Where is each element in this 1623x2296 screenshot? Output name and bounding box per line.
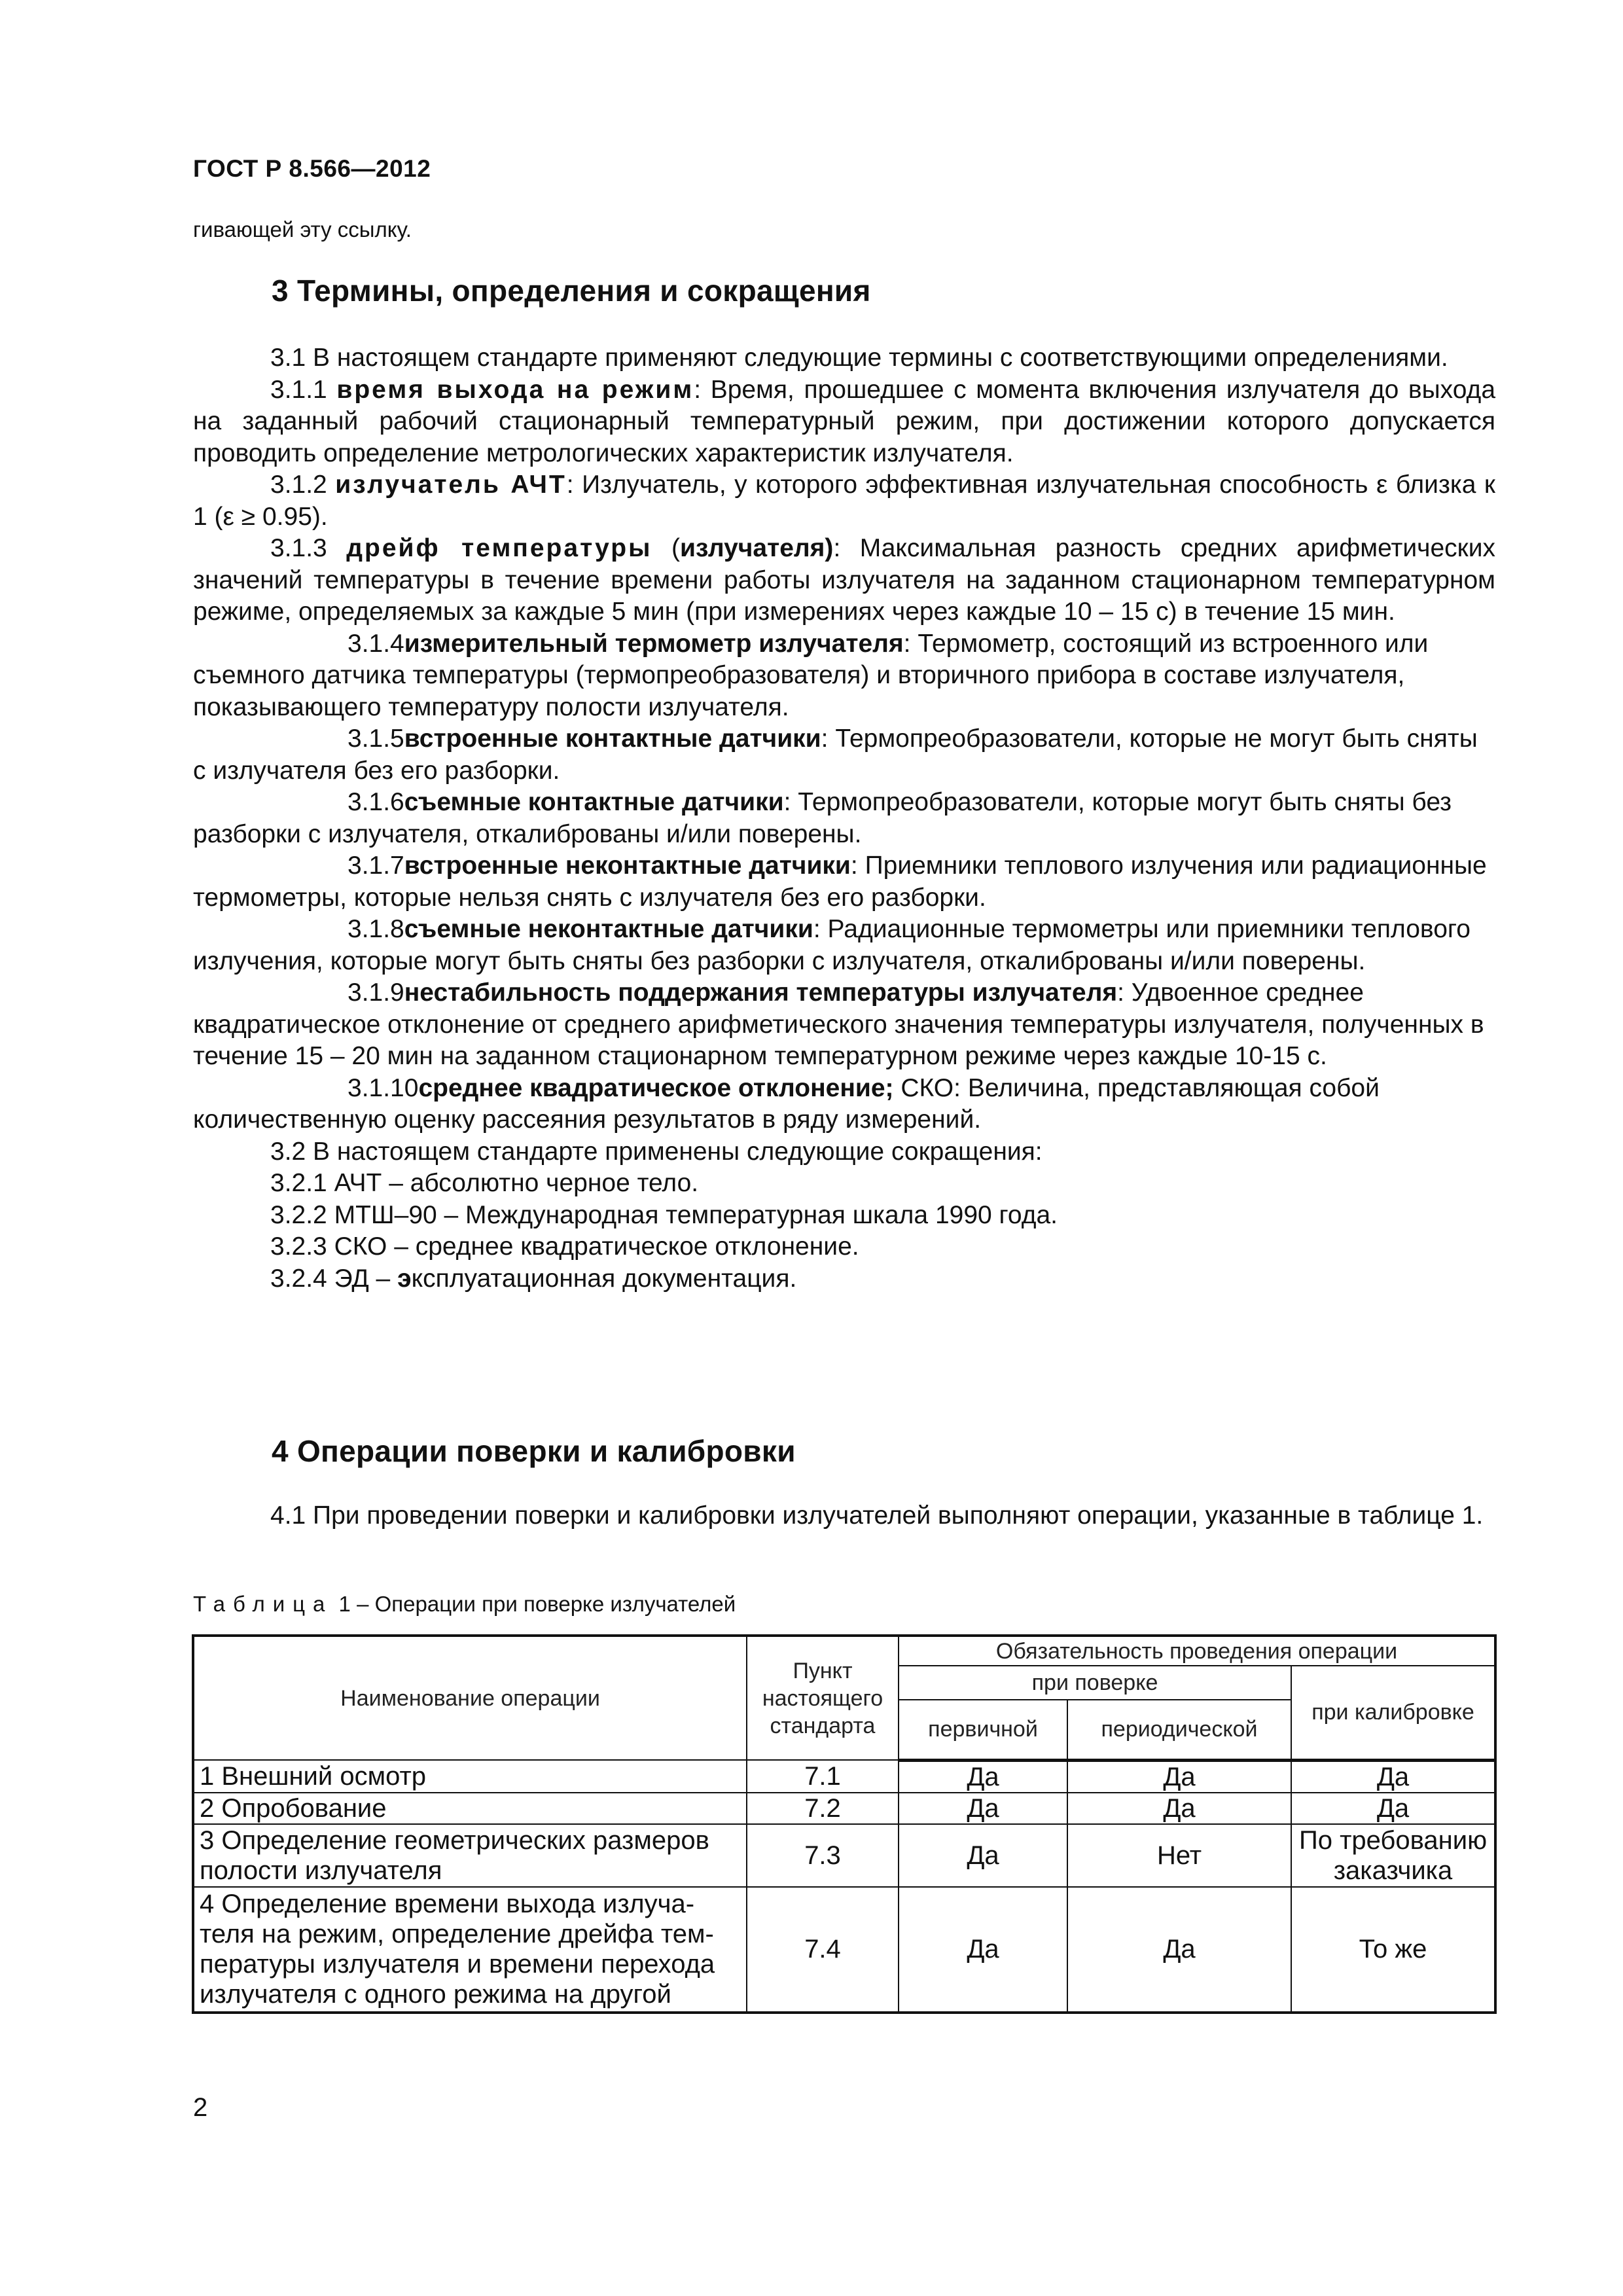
abbreviation-3-2-2: 3.2.2 МТШ–90 – Международная температурная шкала 1990 года. <box>270 1200 1058 1229</box>
term-number: 3.1.8 <box>348 915 404 943</box>
cell-clause: 7.3 <box>747 1824 899 1887</box>
cell-clause: 7.2 <box>747 1793 899 1824</box>
header-calibration: при калибровке <box>1291 1666 1495 1760</box>
term-number: 3.1.10 <box>348 1073 419 1102</box>
term-number: 3.1.5 <box>348 725 404 753</box>
header-mandatory: Обязательность проведения операции <box>899 1636 1495 1666</box>
cell-periodic: Да <box>1067 1887 1291 2013</box>
caption-text: 1 – Операции при поверке излучателей <box>332 1592 736 1616</box>
paragraph-3-2: 3.2 В настоящем стандарте применены следующие сокращения: <box>270 1137 1043 1166</box>
term-3-1-5 <box>193 723 1495 787</box>
cell-name: 3 Определение геометрических размеров полости излучателя <box>193 1824 747 1887</box>
term-definition: : Термопреобразователи, которые могут быть сняты без разборки с излучателя, откалиброваны и/или поверены. <box>193 788 1452 848</box>
header-clause: Пункт настоящего стандарта <box>747 1636 899 1760</box>
section-4-heading: 4 Операции поверки и калибровки <box>272 1434 796 1468</box>
term-definition: : Радиационные термометры или приемники теплового излучения, которые могут быть сняты без разборки с излучателя, откалиброваны и/или поверены. <box>193 915 1471 975</box>
term-number: 3.1.6 <box>348 788 404 816</box>
term-name: дрейф температуры <box>346 534 652 562</box>
cell-primary: Да <box>899 1760 1067 1793</box>
term-name: время выхода на режим <box>336 375 694 404</box>
section-3-body <box>193 342 1495 1295</box>
paragraph-4-1: 4.1 При проведении поверки и калибровки излучателей выполняют операции, указанные в таблице 1. <box>270 1501 1484 1530</box>
term-3-1-3 <box>193 533 1495 628</box>
abbreviation-3-2-1: 3.2.1 АЧТ – абсолютно черное тело. <box>270 1169 699 1197</box>
term-definition: СКО: Величина, представляющая собой количественную оценку рассеяния результатов в ряду измерений. <box>193 1073 1380 1134</box>
paragraph-3-1: 3.1 В настоящем стандарте применяют следующие термины с соответствующими определениями. <box>270 344 1448 372</box>
term-name-2: излучателя) <box>679 534 834 562</box>
term-definition: : Максимальная разность средних арифметических значений температуры в течение времени работы излучателя на заданном стационарном температурном режиме, определяемых за каждые 5 мин (при измерениях через каждые 10 – 15 с) в течение 15 мин. <box>193 534 1496 626</box>
term-3-1-1 <box>193 374 1495 470</box>
term-number: 3.1.1 <box>270 375 337 404</box>
abbreviation-prefix: 3.2.4 ЭД – <box>270 1264 398 1293</box>
term-definition: : Удвоенное среднее квадратическое отклонение от среднего арифметического значения температуры излучателя, полученных в течение 15 – 20 мин на заданном стационарном температурном режиме через каждые 10-15 с. <box>193 978 1484 1070</box>
cell-clause: 7.1 <box>747 1760 899 1793</box>
term-name: среднее квадратическое отклонение; <box>418 1073 894 1102</box>
cell-periodic: Да <box>1067 1793 1291 1824</box>
header-primary: первичной <box>899 1700 1067 1760</box>
section-4-body <box>193 1500 1495 1532</box>
term-definition: : Время, прошедшее с момента включения излучателя до выхода на заданный рабочий стационарный температурный режим, при достижении которого допускается проводить определение метрологических характеристик излучателя. <box>193 375 1496 467</box>
cell-calibration: Да <box>1291 1793 1495 1824</box>
term-name: съемные неконтактные датчики <box>404 915 813 943</box>
term-name: съемные контактные датчики <box>404 788 784 816</box>
term-definition: : Термометр, состоящий из встроенного или съемного датчика температуры (термопреобразователя) и вторичного прибора в составе излучателя, показывающего температуру полости излучателя. <box>193 629 1429 721</box>
document-id: ГОСТ Р 8.566—2012 <box>193 155 431 182</box>
cell-calibration: Да <box>1291 1760 1495 1793</box>
term-number: 3.1.3 <box>270 534 347 562</box>
term-definition: : Приемники теплового излучения или радиационные термометры, которые нельзя снять с излучателя без его разборки. <box>193 852 1487 912</box>
table-row <box>193 1824 1495 1887</box>
continuation-text: гивающей эту ссылку. <box>193 217 412 242</box>
header-periodic: периодической <box>1067 1700 1291 1760</box>
term-3-1-7 <box>193 850 1495 914</box>
cell-name: 4 Определение времени выхода излуча-теля на режим, определение дрейфа тем-пературы излучателя и времени перехода излучателя с одного режима на другой <box>193 1887 747 2013</box>
term-3-1-8 <box>193 914 1495 977</box>
term-3-1-6 <box>193 787 1495 850</box>
cell-primary: Да <box>899 1887 1067 2013</box>
table-row <box>193 1887 1495 2013</box>
abbreviation-3-2-3: 3.2.3 СКО – среднее квадратическое отклонение. <box>270 1232 859 1261</box>
term-paren: ( <box>652 534 680 562</box>
abbreviation-3-2-4 <box>193 1263 1495 1295</box>
cell-clause: 7.4 <box>747 1887 899 2013</box>
cell-name: 1 Внешний осмотр <box>193 1760 747 1793</box>
cell-name: 2 Опробование <box>193 1793 747 1824</box>
term-name: нестабильность поддержания температуры излучателя <box>404 978 1118 1007</box>
term-definition: : Излучатель, у которого эффективная излучательная способность ε близка к 1 (ε ≥ 0.95). <box>193 471 1495 531</box>
term-number: 3.1.7 <box>348 852 404 880</box>
operations-table <box>192 1634 1497 2014</box>
table-caption <box>193 1592 736 1617</box>
cell-periodic: Да <box>1067 1760 1291 1793</box>
cell-primary: Да <box>899 1793 1067 1824</box>
cell-primary: Да <box>899 1824 1067 1887</box>
term-3-1-4 <box>193 628 1495 724</box>
cell-periodic: Нет <box>1067 1824 1291 1887</box>
term-3-1-2 <box>193 469 1495 533</box>
cell-calibration: То же <box>1291 1887 1495 2013</box>
table-row <box>193 1760 1495 1793</box>
cell-calibration: По требованию заказчика <box>1291 1824 1495 1887</box>
page-number: 2 <box>193 2093 208 2122</box>
abbreviation-bold-letter: э <box>397 1264 412 1293</box>
term-name: встроенные контактные датчики <box>404 725 821 753</box>
abbreviation-rest: ксплуатационная документация. <box>411 1264 797 1293</box>
table-row <box>193 1793 1495 1824</box>
term-name: измерительный термометр излучателя <box>404 629 904 658</box>
term-number: 3.1.4 <box>348 629 404 658</box>
term-name: встроенные неконтактные датчики <box>404 852 851 880</box>
term-number: 3.1.9 <box>348 978 404 1007</box>
header-verification: при поверке <box>899 1666 1291 1700</box>
term-definition: : Термопреобразователи, которые не могут быть сняты с излучателя без его разборки. <box>193 725 1478 785</box>
section-3-heading: 3 Термины, определения и сокращения <box>272 274 871 308</box>
term-name: излучатель АЧТ <box>335 471 567 499</box>
term-3-1-10 <box>193 1073 1495 1136</box>
header-name: Наименование операции <box>193 1636 747 1760</box>
term-number: 3.1.2 <box>270 471 336 499</box>
term-3-1-9 <box>193 977 1495 1073</box>
caption-label: Таблица <box>193 1592 333 1616</box>
